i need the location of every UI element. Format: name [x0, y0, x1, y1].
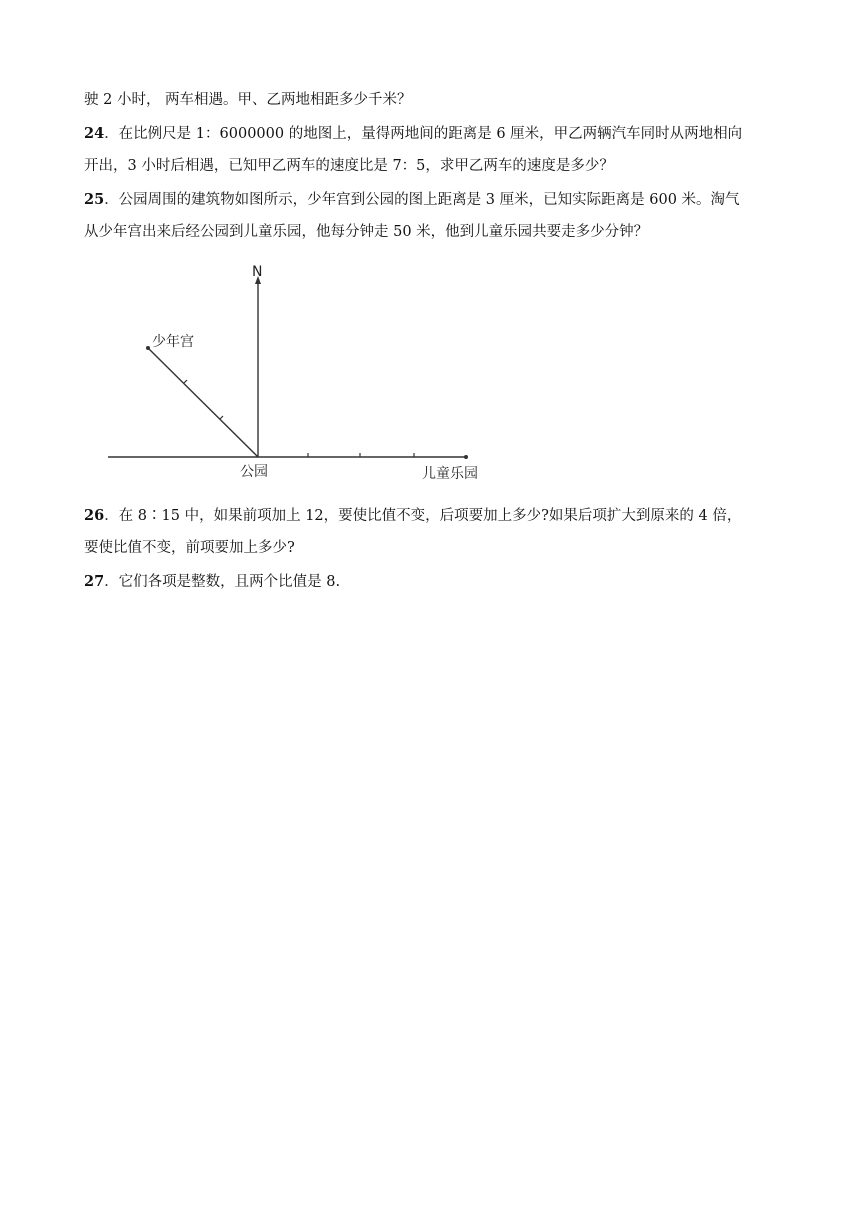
question-25-line-1 [84, 190, 740, 210]
question-25-number: 25 [84, 191, 105, 208]
north-label: N [252, 264, 263, 280]
question-26-line-2: 要使比值不变，前项要加上多少? [84, 540, 295, 556]
question-26-number: 26 [84, 507, 105, 524]
question-23-tail: 驶 2 小时， 两车相遇。甲、乙两地相距多少千米？ [84, 92, 412, 108]
youth-palace-point [146, 346, 150, 350]
question-27-number: 27 [84, 573, 105, 590]
question-25-text-1: ．公园周围的建筑物如图所示，少年宫到公园的图上距离是 3 厘米，已知实际距离是 600 米。淘气 [104, 192, 740, 208]
question-27-line-1 [84, 572, 340, 592]
youth-palace-label: 少年宫 [152, 334, 194, 350]
playground-point [464, 455, 468, 459]
question-24-line-1 [84, 124, 742, 144]
question-24-text-1: ．在比例尺是 1：6000000 的地图上，量得两地间的距离是 6 厘米，甲乙两辆汽车同时从两地相向 [104, 126, 743, 142]
question-27-text-1: ．它们各项是整数，且两个比值是 8. [104, 574, 341, 590]
question-26-line-1 [84, 506, 741, 526]
question-25-line-2: 从少年宫出来后经公园到儿童乐园，他每分钟走 50 米，他到儿童乐园共要走多少分钟？ [84, 224, 649, 240]
scale-tick [184, 380, 187, 383]
playground-label: 儿童乐园 [422, 466, 478, 482]
question-24-number: 24 [84, 125, 105, 142]
scale-tick [220, 416, 223, 419]
question-24-line-2: 开出，3 小时后相遇，已知甲乙两车的速度比是 7：5，求甲乙两车的速度是多少？ [84, 158, 614, 174]
question-26-text-1: ．在 8∶15 中，如果前项加上 12，要使比值不变，后项要加上多少?如果后项扩大到原来的 4 倍， [104, 508, 742, 524]
youth-palace-line [148, 348, 258, 457]
park-label: 公园 [240, 464, 268, 480]
location-diagram [104, 262, 504, 492]
